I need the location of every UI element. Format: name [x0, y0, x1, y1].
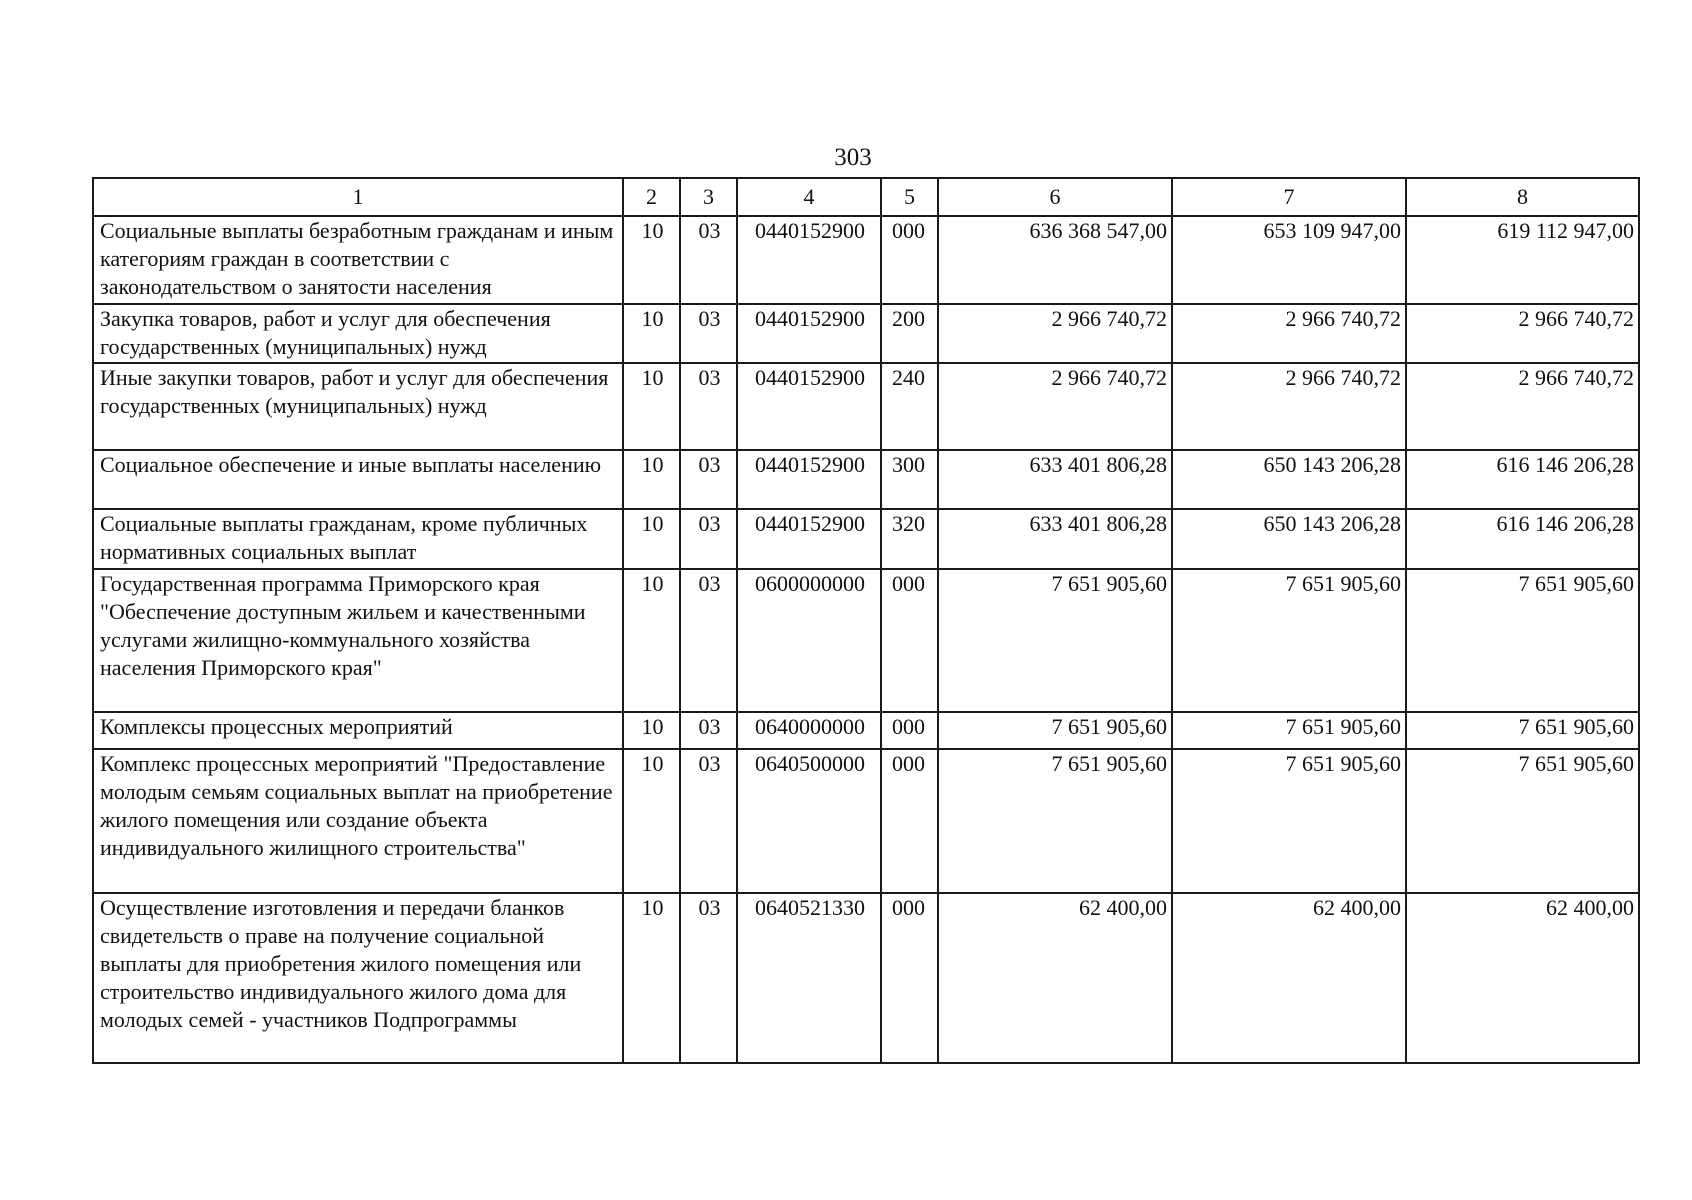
row-amount-6: 2 966 740,72 [938, 304, 1172, 363]
row-expense-type: 240 [881, 363, 938, 450]
row-amount-7: 653 109 947,00 [1172, 216, 1406, 304]
row-amount-8: 7 651 905,60 [1406, 749, 1639, 893]
row-expense-type: 000 [881, 712, 938, 749]
table-row [93, 569, 1639, 712]
header-cell: 1 [93, 178, 623, 216]
table-row [93, 450, 1639, 509]
header-cell: 5 [881, 178, 938, 216]
row-name: Комплексы процессных мероприятий [93, 712, 623, 749]
table-row [93, 509, 1639, 569]
row-target-code: 0600000000 [737, 569, 881, 712]
header-cell: 7 [1172, 178, 1406, 216]
row-section: 10 [623, 893, 680, 1063]
row-target-code: 0440152900 [737, 509, 881, 569]
header-cell: 4 [737, 178, 881, 216]
row-name: Социальные выплаты безработным гражданам и иным категориям граждан в соответствии с законодательством о занятости населения [93, 216, 623, 304]
row-section: 10 [623, 216, 680, 304]
row-section: 10 [623, 509, 680, 569]
row-subsection: 03 [680, 712, 737, 749]
row-amount-8: 2 966 740,72 [1406, 304, 1639, 363]
page-number: 303 [834, 144, 872, 171]
row-amount-6: 633 401 806,28 [938, 509, 1172, 569]
row-amount-6: 636 368 547,00 [938, 216, 1172, 304]
row-subsection: 03 [680, 509, 737, 569]
row-amount-8: 7 651 905,60 [1406, 712, 1639, 749]
row-section: 10 [623, 569, 680, 712]
row-amount-7: 650 143 206,28 [1172, 450, 1406, 509]
header-cell: 2 [623, 178, 680, 216]
row-amount-8: 616 146 206,28 [1406, 450, 1639, 509]
row-name: Комплекс процессных мероприятий "Предоставление молодым семьям социальных выплат на приобретение жилого помещения или создание объекта индивидуального жилищного строительства" [93, 749, 623, 893]
row-amount-8: 619 112 947,00 [1406, 216, 1639, 304]
row-expense-type: 300 [881, 450, 938, 509]
row-subsection: 03 [680, 450, 737, 509]
row-name: Социальные выплаты гражданам, кроме публичных нормативных социальных выплат [93, 509, 623, 569]
budget-table [92, 177, 1640, 1064]
row-amount-6: 7 651 905,60 [938, 712, 1172, 749]
row-target-code: 0640500000 [737, 749, 881, 893]
row-amount-8: 2 966 740,72 [1406, 363, 1639, 450]
row-subsection: 03 [680, 569, 737, 712]
row-subsection: 03 [680, 893, 737, 1063]
row-name: Закупка товаров, работ и услуг для обеспечения государственных (муниципальных) нужд [93, 304, 623, 363]
row-amount-6: 633 401 806,28 [938, 450, 1172, 509]
row-amount-6: 7 651 905,60 [938, 569, 1172, 712]
table-row [93, 363, 1639, 450]
row-expense-type: 320 [881, 509, 938, 569]
row-amount-7: 7 651 905,60 [1172, 712, 1406, 749]
table-row [93, 712, 1639, 749]
row-amount-6: 2 966 740,72 [938, 363, 1172, 450]
row-amount-7: 7 651 905,60 [1172, 749, 1406, 893]
header-row [93, 178, 1639, 216]
header-cell: 3 [680, 178, 737, 216]
row-amount-7: 650 143 206,28 [1172, 509, 1406, 569]
row-target-code: 0440152900 [737, 304, 881, 363]
row-section: 10 [623, 304, 680, 363]
row-amount-6: 7 651 905,60 [938, 749, 1172, 893]
row-amount-7: 62 400,00 [1172, 893, 1406, 1063]
row-section: 10 [623, 712, 680, 749]
table-row [93, 216, 1639, 304]
row-target-code: 0440152900 [737, 450, 881, 509]
row-subsection: 03 [680, 749, 737, 893]
row-section: 10 [623, 363, 680, 450]
row-subsection: 03 [680, 363, 737, 450]
header-cell: 8 [1406, 178, 1639, 216]
row-section: 10 [623, 450, 680, 509]
row-amount-8: 616 146 206,28 [1406, 509, 1639, 569]
row-expense-type: 200 [881, 304, 938, 363]
row-section: 10 [623, 749, 680, 893]
row-amount-8: 62 400,00 [1406, 893, 1639, 1063]
row-expense-type: 000 [881, 749, 938, 893]
row-name: Осуществление изготовления и передачи бланков свидетельств о праве на получение социальной выплаты для приобретения жилого помещения или строительство индивидуального жилого дома для молодых семей - участников Подпрограммы [93, 893, 623, 1063]
row-target-code: 0440152900 [737, 363, 881, 450]
row-target-code: 0640521330 [737, 893, 881, 1063]
table-row [93, 749, 1639, 893]
row-amount-8: 7 651 905,60 [1406, 569, 1639, 712]
table-row [93, 893, 1639, 1063]
row-name: Государственная программа Приморского края "Обеспечение доступным жильем и качественными услугами жилищно-коммунального хозяйства населения Приморского края" [93, 569, 623, 712]
row-expense-type: 000 [881, 893, 938, 1063]
row-subsection: 03 [680, 216, 737, 304]
row-amount-6: 62 400,00 [938, 893, 1172, 1063]
row-expense-type: 000 [881, 569, 938, 712]
row-target-code: 0440152900 [737, 216, 881, 304]
row-amount-7: 2 966 740,72 [1172, 304, 1406, 363]
table-row [93, 304, 1639, 363]
row-amount-7: 7 651 905,60 [1172, 569, 1406, 712]
row-expense-type: 000 [881, 216, 938, 304]
row-target-code: 0640000000 [737, 712, 881, 749]
row-amount-7: 2 966 740,72 [1172, 363, 1406, 450]
header-cell: 6 [938, 178, 1172, 216]
row-subsection: 03 [680, 304, 737, 363]
row-name: Социальное обеспечение и иные выплаты населению [93, 450, 623, 509]
row-name: Иные закупки товаров, работ и услуг для обеспечения государственных (муниципальных) нужд [93, 363, 623, 450]
